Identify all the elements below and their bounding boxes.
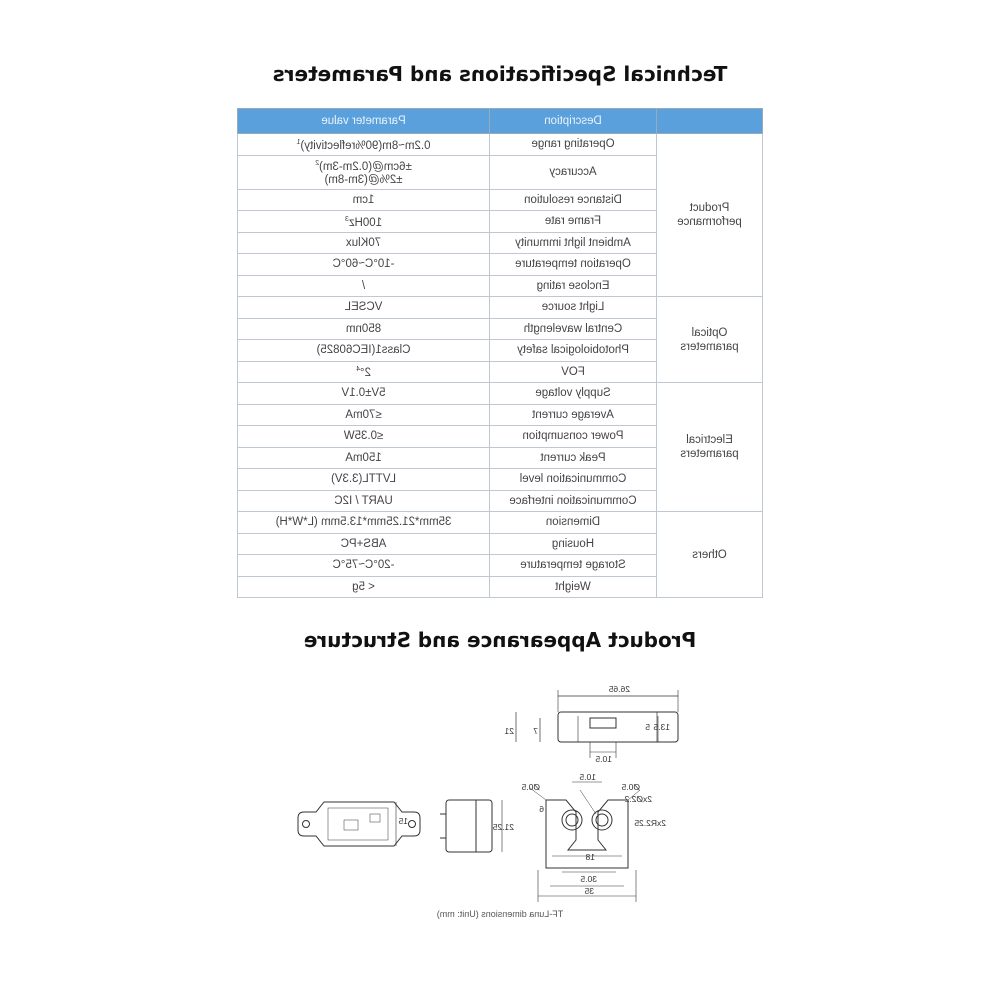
dim-front-top: 10.5: [579, 772, 596, 782]
front-view: [530, 782, 640, 902]
description-cell: Average current: [490, 404, 657, 426]
footnote-marker: 1: [296, 138, 301, 146]
value-text: /: [361, 279, 366, 292]
value-text: 5V±0.1V: [341, 387, 386, 400]
value-text: Class1(IEC60825): [316, 344, 411, 357]
appearance-title: Product Appearance and Structure: [303, 628, 697, 652]
footnote-marker: 3: [344, 215, 349, 223]
description-cell: Power consumption: [490, 426, 657, 448]
description-cell: Frame rate: [490, 211, 657, 233]
description-cell: Operating range: [490, 134, 657, 156]
description-cell: Central wavelength: [490, 318, 657, 340]
value-text: ABS+PC: [340, 537, 387, 550]
category-cell: Electrical parameters: [657, 383, 763, 512]
description-cell: Operation temperature: [490, 254, 657, 276]
value-text: ≤0.35W: [343, 430, 384, 443]
value-text: -20°C~75°C: [332, 559, 395, 572]
footnote-marker: 4: [356, 366, 360, 374]
dim-top-height-left: 21: [504, 726, 514, 736]
value-text-line2: ±2%@(3m-8m): [324, 174, 403, 187]
description-cell: Light source: [490, 297, 657, 319]
description-cell: Supply voltage: [490, 383, 657, 405]
value-text: VCSEL: [344, 301, 383, 314]
value-text: 1cm: [352, 193, 375, 206]
description-cell: Housing: [490, 533, 657, 555]
dim-back-height: 15: [398, 816, 408, 826]
description-cell: Peak current: [490, 447, 657, 469]
dim-bottom-total: 35: [584, 886, 594, 896]
value-text: 0.2m~8m(90%reflectivity): [300, 139, 431, 152]
dim-top-right-a: 5: [645, 722, 650, 732]
description-cell: FOV: [490, 361, 657, 383]
value-text: UART / I2C: [334, 494, 393, 507]
dim-side-height: 21.25: [492, 822, 514, 832]
description-cell: Dimension: [490, 512, 657, 534]
description-cell: Distance resolution: [490, 189, 657, 211]
description-cell: Accuracy: [490, 155, 657, 189]
category-cell: Product performance: [657, 134, 763, 297]
value-header: Parameter value: [238, 109, 490, 134]
description-header: Description: [490, 109, 657, 134]
description-cell: Photobiological safety: [490, 340, 657, 362]
value-text: LVTTL(3.3V): [331, 473, 396, 486]
description-cell: Enclose rating: [490, 275, 657, 297]
dim-bottom-mid: 30.5: [580, 874, 597, 884]
value-text: -10°C~60°C: [332, 258, 395, 271]
value-text: 150mA: [345, 451, 382, 464]
value-text: 70Klux: [345, 236, 382, 249]
description-cell: Storage temperature: [490, 555, 657, 577]
value-text: 850nm: [345, 322, 382, 335]
dim-hole-left: Ø0.5: [521, 782, 540, 792]
description-cell: Communication level: [490, 469, 657, 491]
category-cell: Others: [657, 512, 763, 598]
dim-hole-right: Ø0.5: [621, 782, 640, 792]
value-text: 2°: [359, 367, 371, 380]
specs-title: Technical Specifications and Parameters: [272, 62, 728, 86]
description-cell: Weight: [490, 576, 657, 598]
footnote-marker: 2: [315, 159, 320, 167]
value-text: ≤70mA: [345, 408, 382, 421]
dim-top-right-b: 13.5: [653, 722, 670, 732]
description-cell: Ambient light immunity: [490, 232, 657, 254]
dim-bottom-inner: 18: [585, 852, 595, 862]
value-text: < 5g: [352, 580, 375, 593]
dim-front-side: 6: [539, 804, 544, 814]
description-cell: Communication interface: [490, 490, 657, 512]
value-text: 100Hz: [348, 216, 383, 229]
dim-top-width: 26.65: [608, 684, 630, 694]
dim-hole-2x-b: 2xR2.25: [634, 818, 666, 828]
dim-top-height-inner: 7: [533, 726, 538, 736]
value-text: ±6cm@(0.2m-3m): [319, 160, 412, 173]
value-text: 35mm*21.25mm*13.5mm (L*W*H): [275, 516, 452, 529]
drawing-caption: TF-Luna dimensions (Unit: mm): [436, 909, 564, 919]
category-cell: Optical parameters: [657, 297, 763, 383]
dim-top-connector: 10.5: [595, 754, 612, 764]
dim-hole-2x: 2xØ2.2: [624, 794, 652, 804]
